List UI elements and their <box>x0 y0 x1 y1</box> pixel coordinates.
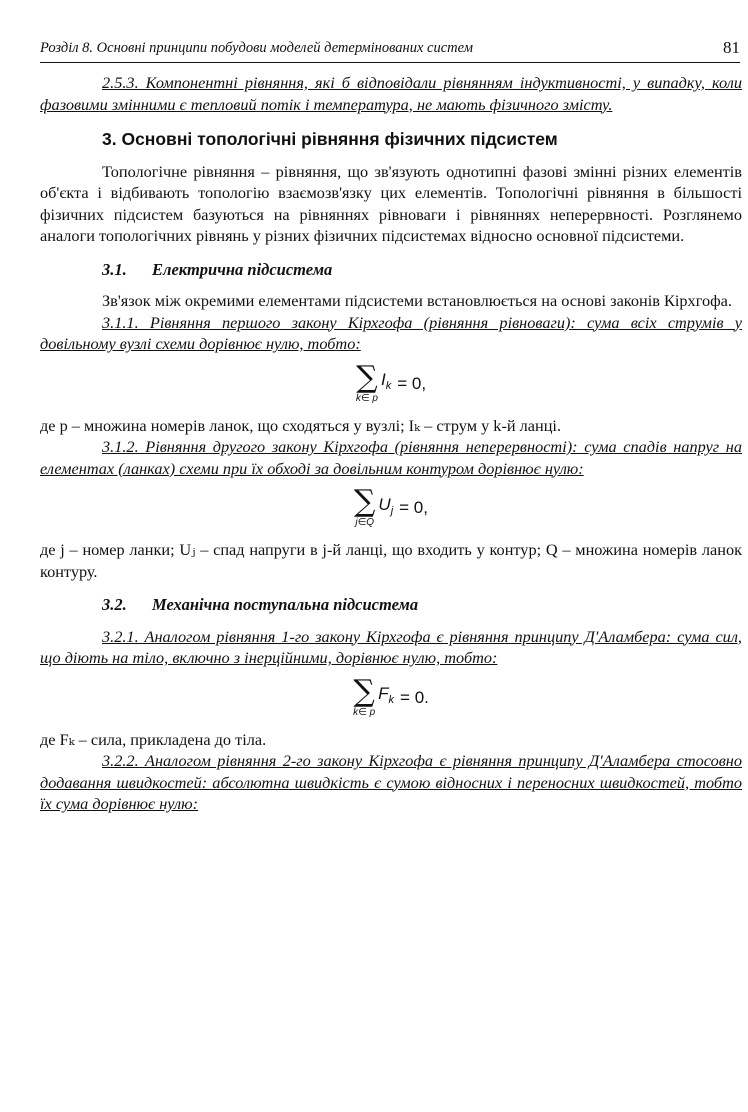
section-paragraph: Топологічне рівняння – рівняння, що зв'язують однотипні фазові змінні різних елементів об'єкта і відбивають топологію взаємозв'язку цих елементів. Топологічні рівняння в більшості фізичних підсистем базуються на рівняннях рівноваги і рівняннях неперервності. Розглянемо аналоги топологічних рівнянь у різних фізичних підсистемах відносно основної підсистеми. <box>40 161 742 245</box>
kirchhoff-intro: Зв'язок між окремими елементами підсистеми встановлюється на основі законів Кірхгофа. <box>102 291 732 310</box>
subsection-heading-3-1: 3.1. Електрична підсистема <box>102 259 333 279</box>
item-3-1-1: 3.1.1. Рівняння першого закону Кірхгофа (рівняння рівноваги): сума всіх струмів у довільному вузлі схеми дорівнює нулю, тобто: <box>40 312 742 353</box>
sum-symbol: ∑ <box>353 673 375 709</box>
formula-current-sum: ∑ k∈ p $I_k$ = 0, <box>355 359 427 404</box>
where-3: де Fₖ – сила, прикладена до тіла. <box>40 729 267 749</box>
running-header <box>40 38 740 63</box>
item-3-2-2: 3.2.2. Аналогом рівняння 2-го закону Кірхгофа є рівняння принципу Д'Аламбера стосовно додавання швидкостей: абсолютна швидкість є сумою відносних і переносних швидкостей, тобто їх сума дорівнює нулю: <box>40 751 742 813</box>
formula-force-sum: ∑ k∈ p $F_k$ = 0. <box>353 673 429 718</box>
subsection-heading-3-2: 3.2. Механічна поступальна підсистема <box>102 595 419 614</box>
item-3-1-2: 3.1.2. Рівняння другого закону Кірхгофа (рівняння неперервності): сума спадів напруг на елементах (ланках) схеми при їх обході за довільним контуром дорівнює нулю: <box>40 437 742 478</box>
section-heading: 3. Основні топологічні рівняння фізичних підсистем <box>102 129 558 149</box>
sum-symbol: ∑ <box>356 359 378 395</box>
intro-item: 2.5.3. Компонентні рівняння, які б відповідали рівнянням індуктивності, у випадку, коли фазовими змінними є тепловий потік і температура, не мають фізичного змісту. <box>40 73 742 114</box>
formula-voltage-sum: ∑ j∈Q $U_j$ = 0, <box>354 484 428 528</box>
where-2: де j – номер ланки; Uⱼ – спад напруги в j-й ланці, що входить у контур; Q – множина номерів ланок контуру. <box>40 540 742 581</box>
item-3-2-1: 3.2.1. Аналогом рівняння 1-го закону Кірхгофа є рівняння принципу Д'Аламбера: сума сил, що діють на тіло, включно з інерційними, дорівнює нулю, тобто: <box>40 626 742 667</box>
where-1: де p – множина номерів ланок, що сходяться у вузлі; Iₖ – струм у k-й ланці. <box>40 415 562 435</box>
sum-symbol: ∑ <box>354 484 376 519</box>
chapter-title: Розділ 8. Основні принципи побудови моделей детермінованих систем <box>40 40 473 56</box>
page-number: 81 <box>723 38 740 57</box>
page-content <box>40 72 742 815</box>
